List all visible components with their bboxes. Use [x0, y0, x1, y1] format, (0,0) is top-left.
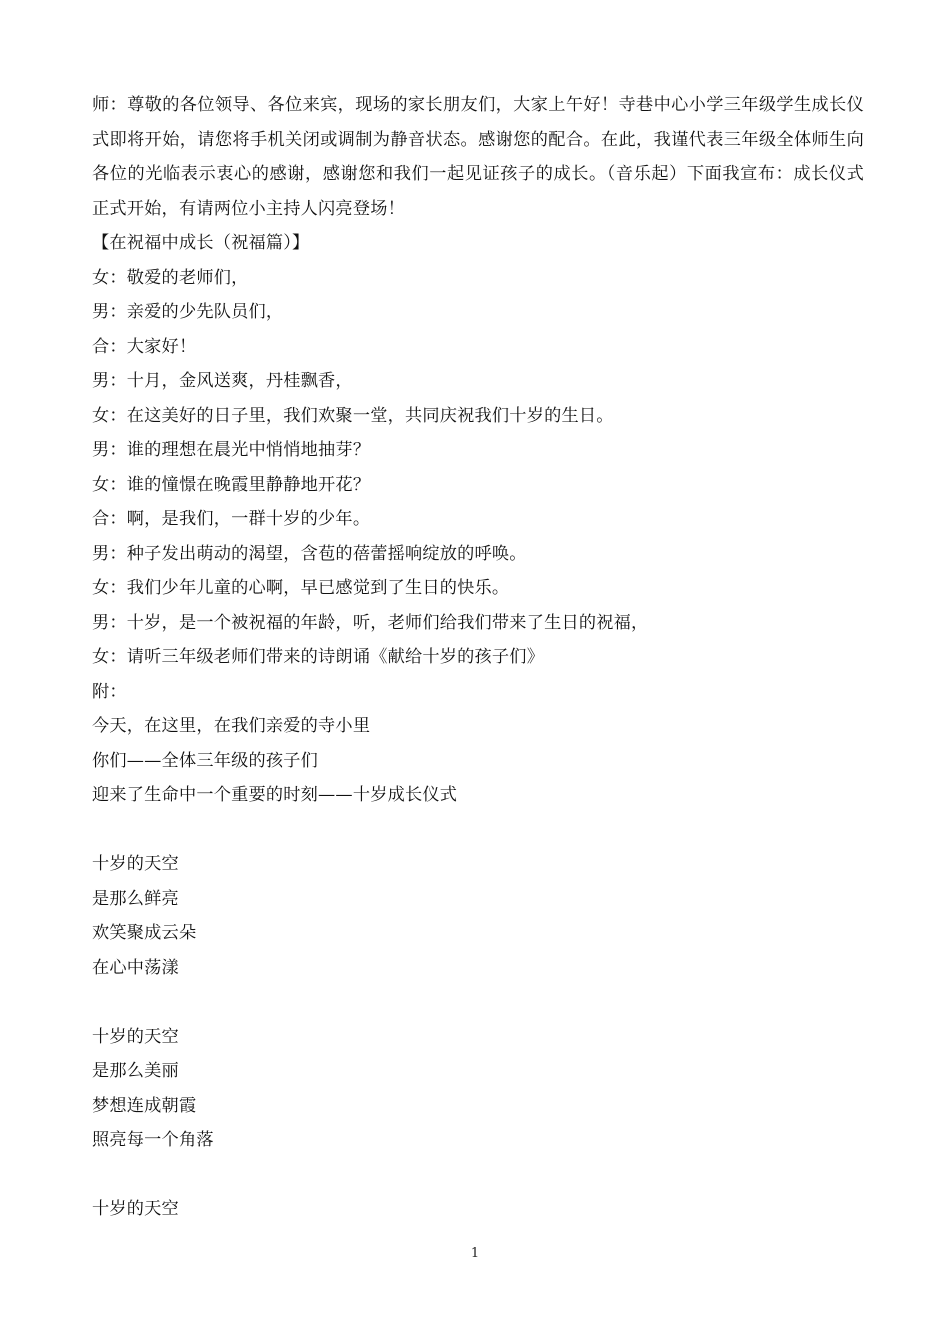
page-number: 1 — [470, 1246, 480, 1261]
dialogue-line: 女：我们少年儿童的心啊，早已感觉到了生日的快乐。 — [92, 578, 510, 598]
poem-line: 十岁的天空 — [92, 1026, 179, 1047]
poem-intro-line: 今天，在这里，在我们亲爱的寺小里 — [92, 716, 371, 736]
poem-line: 是那么美丽 — [92, 1061, 179, 1081]
dialogue-line: 附： — [92, 681, 127, 702]
dialogue-line: 男：十岁，是一个被祝福的年龄，听，老师们给我们带来了生日的祝福， — [92, 612, 649, 633]
dialogue-line: 女：在这美好的日子里，我们欢聚一堂，共同庆祝我们十岁的生日。 — [92, 405, 614, 426]
poem-intro-line: 迎来了生命中一个重要的时刻——十岁成长仪式 — [92, 785, 458, 805]
poem-line: 梦想连成朝霞 — [92, 1095, 197, 1116]
dialogue-line: 女：请听三年级老师们带来的诗朗诵《献给十岁的孩子们》 — [92, 647, 545, 667]
stanza-break — [92, 813, 864, 848]
document-body — [92, 88, 864, 1227]
dialogue-line: 男：种子发出萌动的渴望，含苞的蓓蕾摇响绽放的呼唤。 — [92, 543, 527, 564]
poem-line: 是那么鲜亮 — [92, 888, 179, 909]
dialogue-line: 合：啊，是我们，一群十岁的少年。 — [92, 509, 371, 529]
dialogue-line: 合：大家好！ — [92, 336, 197, 357]
dialogue-line: 男：谁的理想在晨光中悄悄地抽芽？ — [92, 440, 371, 460]
section-heading: 【在祝福中成长（祝福篇）】 — [92, 233, 310, 253]
dialogue-line: 女：敬爱的老师们， — [92, 267, 249, 288]
poem-line: 十岁的天空 — [92, 1199, 179, 1219]
stanza-break — [92, 1158, 864, 1193]
poem-line: 在心中荡漾 — [92, 957, 179, 978]
poem-line: 欢笑聚成云朵 — [92, 923, 197, 943]
stanza-break — [92, 985, 864, 1020]
dialogue-line: 男：亲爱的少先队员们， — [92, 302, 284, 322]
poem-intro-line: 你们——全体三年级的孩子们 — [92, 750, 319, 771]
intro-paragraph: 师：尊敬的各位领导、各位来宾，现场的家长朋友们，大家上午好！寺巷中心小学三年级学生成长仪式即将开始，请您将手机关闭或调制为静音状态。感谢您的配合。在此，我谨代表三年级全体师生向各位的光临表示衷心的感谢，感谢您和我们一起见证孩子的成长。（音乐起）下面我宣布：成长仪式正式开始，有请两位小主持人闪亮登场！ — [92, 95, 864, 219]
dialogue-line: 女：谁的憧憬在晚霞里静静地开花？ — [92, 474, 371, 495]
dialogue-line: 男：十月，金风送爽，丹桂飘香， — [92, 371, 353, 391]
poem-line: 照亮每一个角落 — [92, 1130, 214, 1150]
poem-line: 十岁的天空 — [92, 854, 179, 874]
